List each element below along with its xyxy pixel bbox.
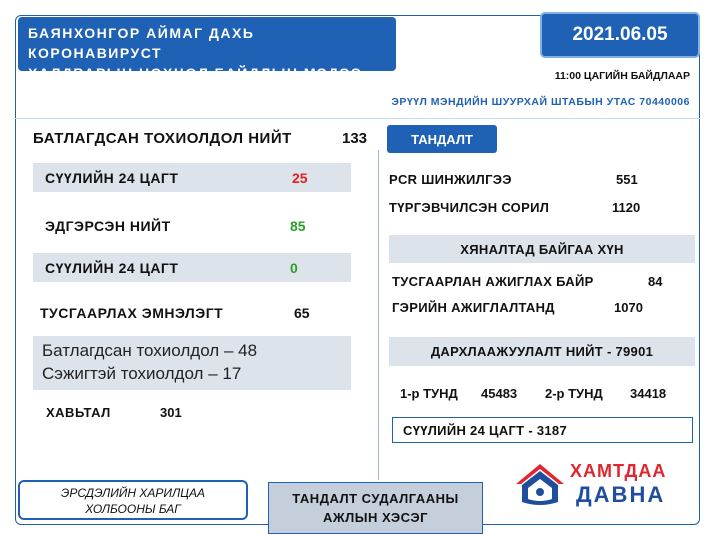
surveillance-group-line-2: АЖЛЫН ХЭСЭГ [323,510,428,525]
rapid-test-value: 1120 [612,200,641,215]
confirmed-total-value: 133 [342,130,368,147]
tab-surveillance: ТАНДАЛТ [387,125,497,153]
house-shield-icon [510,458,570,508]
hq-contact-line: ЭРҮҮЛ МЭНДИЙН ШУУРХАЙ ШТАБЫН УТАС 70440006 [391,96,690,108]
beds-label: ХАВЬТАЛ [46,405,111,420]
recovered-total-value: 85 [290,218,306,234]
risk-communication-team [18,480,248,520]
last24-value: 25 [292,170,308,186]
dose1-value: 45483 [481,386,518,401]
title-banner [18,17,396,81]
isolation-hospital-value: 65 [294,305,310,321]
confirmed-total-label: БАТЛАГДСАН ТОХИОЛДОЛ НИЙТ [33,130,292,147]
logo-text-line2: ДАВНА [576,482,666,507]
suspected-cases-line: Сэжигтэй тохиолдол – 17 [42,364,242,383]
title-line-1: БАЯНХОНГОР АЙМАГ ДАХЬ КОРОНАВИРУСТ [28,25,255,61]
recovered24-value: 0 [290,260,298,276]
quarantine-site-value: 84 [648,274,663,289]
home-monitoring-value: 1070 [614,300,643,315]
recovered24-label: СҮҮЛИЙН 24 ЦАГТ [45,260,179,276]
vaccination-total: ДАРХЛААЖУУЛАЛТ НИЙТ - 79901 [389,337,695,366]
header-separator [15,118,700,119]
risk-team-line-1: ЭРСДЭЛИЙН ХАРИЛЦАА [61,486,205,500]
together-logo [510,458,690,508]
title-line-2: ХАЛДВАРЫН НӨХЦӨЛ БАЙДЛЫН МЭДЭЭ [28,65,363,81]
pcr-value: 551 [616,172,638,187]
surveillance-group-line-1: ТАНДАЛТ СУДАЛГААНЫ [292,491,459,506]
isolation-hospital-label: ТУСГААРЛАХ ЭМНЭЛЭГТ [40,305,224,321]
monitoring-header: ХЯНАЛТАД БАЙГАА ХҮН [389,235,695,263]
recovered-total-label: ЭДГЭРСЭН НИЙТ [45,218,171,234]
confirmed-cases-line: Батлагдсан тохиолдол – 48 [42,341,258,360]
column-divider [378,150,379,480]
risk-team-line-2: ХОЛБООНЫ БАГ [85,502,181,516]
dose1-label: 1-р ТУНД [400,386,458,401]
logo-text-line1: ХАМТДАА [570,461,667,481]
last24-label: СҮҮЛИЙН 24 ЦАГТ [45,170,179,186]
surveillance-working-group [268,482,483,534]
beds-value: 301 [160,405,182,420]
date-badge: 2021.06.05 [540,12,700,58]
rapid-test-label: ТҮРГЭВЧИЛСЭН СОРИЛ [389,200,550,215]
time-label: 11:00 ЦАГИЙН БАЙДЛААР [554,70,690,82]
home-monitoring-label: ГЭРИЙН АЖИГЛАЛТАНД [392,300,555,315]
dose2-label: 2-р ТУНД [545,386,603,401]
dose2-value: 34418 [630,386,667,401]
pcr-label: PCR ШИНЖИЛГЭЭ [389,172,512,187]
vaccination-last24: СҮҮЛИЙН 24 ЦАГТ - 3187 [392,417,693,443]
quarantine-site-label: ТУСГААРЛАН АЖИГЛАХ БАЙР [392,274,594,289]
